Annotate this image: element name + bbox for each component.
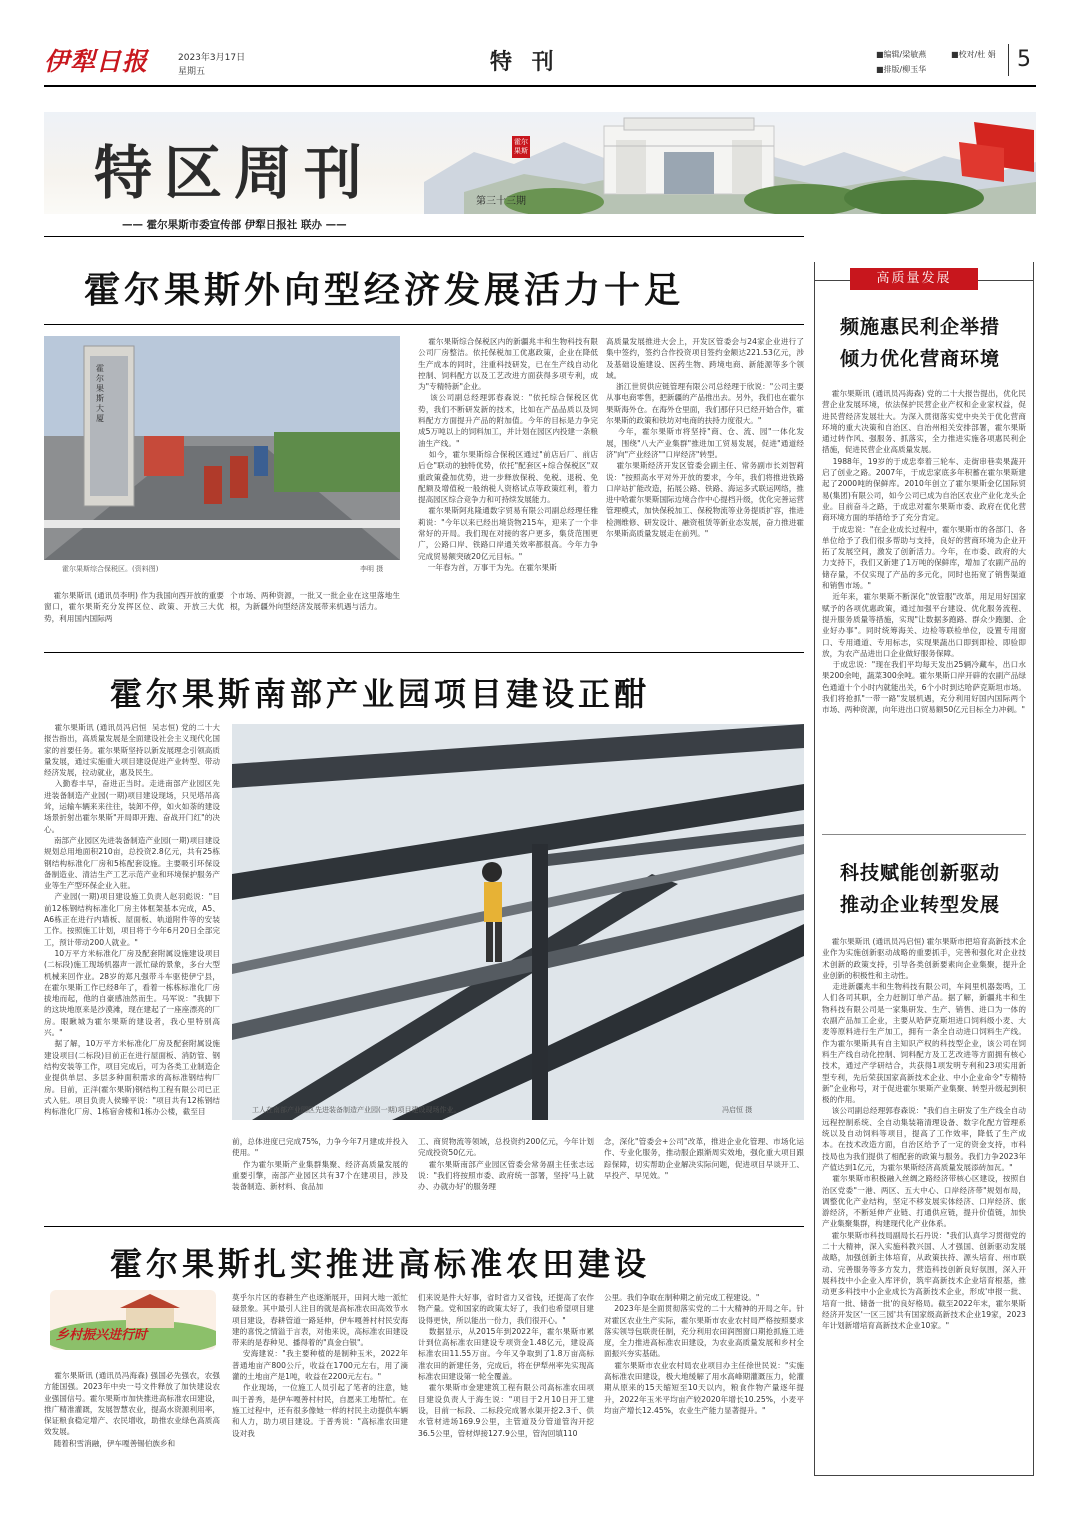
rural-revitalization-badge-text: 乡村振兴进行时 <box>56 1328 148 1343</box>
sidebar-headline1-line1: 频施惠民利企举措 <box>840 316 1001 338</box>
masthead <box>0 0 1080 95</box>
sidebar-divider <box>822 834 1026 835</box>
issue-weekday: 星期五 <box>178 67 206 77</box>
sidebar-headline2-line1: 科技赋能创新驱动 <box>840 862 1001 884</box>
section-title: 特 刊 <box>490 49 560 75</box>
issue-number: 第三十三期 <box>476 196 526 207</box>
article1-photo-credit: 李明 摄 <box>360 565 384 573</box>
article2-col2: 前，总体进度已完成75%，力争今年7月建成并投入使用。" 作为霍尔果斯产业集群集聚、经济高质量发展的重要引擎，南部产业园区共有37个在建项目，涉及装备制造、新材料、食品加 <box>232 1137 408 1192</box>
article1-photo <box>44 336 400 560</box>
article1-col3: 霍尔果斯综合保税区内的新疆兆丰和生物科技有限公司厂房整洁。依托保税加工优惠政策，企业在降低生产成本的同时，注重科技研发，已在生产线自动化控制、饲料配方以及工艺改进方面获得多项专利，成为"专精特新"企业。 该公司副总经理郭春森说："依托综合保税区优势，我们不断研发新的技术，比如在产品品质以及饲料配方方面提升产品的附加值。今年的目标是力争完成5万吨以上的饲料加工，并计划在园区内投建一条粮油生产线。" 如今，霍尔果斯综合保税区通过"前店后厂、前店后仓"联动的独特优势，依托"配套区+综合保税区"双重政策叠加优势，进一步释放保税、免税、退税、免配额及增值税一般纳税人资格试点等政策红利，着力提高园区综合竞争力和可持续发展能力。 霍尔果斯阿兆隆通数字贸易有限公司副总经理任雅莉说："今年以来已经出境货物215车，迎来了一个非常好的开局。我们现在对接的客户更多，集货范围更广，公路口岸、铁路口岸通关效率都很高。今年力争完成贸易额突破20亿元目标。" 一年春为首，万事干为先。在霍尔果斯 <box>418 337 598 572</box>
special-edition-banner <box>44 112 1036 214</box>
article3-col1: 霍尔果斯讯 (通讯员冯海森) 强国必先强农，农强方能国强。2023年中央一号文件释放了加快建设农业强国信号。霍尔果斯市加快推进高标准农田建设，推广精准灌溉，发展智慧农业，提高水资源利用率，保证粮食稳定增产、农民增收，助推农业绿色高质高效发展。 随着积雪消融，伊车嘎善锡伯族乡和 <box>44 1371 220 1448</box>
article2-photo-credit: 冯启恒 摄 <box>722 1106 753 1114</box>
article3-rule-top <box>44 1226 804 1227</box>
article2-photo <box>232 724 804 1120</box>
sidebar-headline2-line2: 推动企业转型发展 <box>840 894 1001 916</box>
photo-building-sign: 霍尔果斯大厦 <box>96 364 104 423</box>
masthead-rule <box>44 85 1036 87</box>
article2-col3: 工、商贸物流等领域，总投资约200亿元，今年计划完成投资50亿元。 霍尔果斯南部产业园区管委会常务副主任张志远说："我们将按照市委、政府统一部署，坚持'马上就办、办就办好'的服务理 <box>418 1137 594 1192</box>
article1-headline: 霍尔果斯外向型经济发展活力十足 <box>84 269 685 311</box>
article3-col3: 们来说是件大好事，省时省力又省钱，还提高了农作物产量。党和国家的政策太好了，我们也希望项目建设得更快，所以能出一份力，我们很开心。" 数据显示，从2015年到2022年，霍尔果斯市累计到位高标准农田建设专项资金1.48亿元，建设高标准农田11.55万亩。今年又争取到了1.8万亩高标准农田的新建任务，完成后，将在伊犁州率先实现高标准农田建设第一轮全覆盖。 霍尔果斯市金建建筑工程有限公司高标准农田项目建设负责人于海生说："项目于2月10日开工建设，目前一标段、二标段完成署水渠开挖2.3千、供水管材进场169.9公里，主管道及分管道管沟开挖36.5公里，管材焊接127.9公里，管沟回填110 <box>418 1293 594 1438</box>
seal-stamp: 霍尔果斯 <box>512 136 530 158</box>
article3-col4: 公里。我们争取在制种期之前完成工程建设。" 2023年是全面贯彻落实党的二十大精神的开局之年。针对霍区农业生产实际，霍尔果斯市农业农村局严格按照要求落实领导包联责任制，充分利用农田润图窗口期抢抓施工进度，全力推进高标准农田建设，为农业高质量发展和乡村全面振兴夯实基础。 霍尔果斯市农业农村局农业项目办主任徐世民说："实施高标准农田建设，极大地缓解了用水高峰期灌溉压力，轮灌期从原来的15天缩短至10天以内，粮食作物产量逐年提升，2022年玉米平均亩产较2020年增长10.25%，小麦平均亩产增长12.45%，农业生产能力显著提升。" <box>604 1293 804 1415</box>
article1-col4: 高质量发展推进大会上，开发区管委会与24家企业进行了集中签约，签约合作投资项目签约金额达221.53亿元，涉及基础设施建设、医药生物、跨境电商、新能源等多个领域。 浙江世贸供应链管理有限公司总经理于欣说："公司主要从事电商零售，把新疆的产品推出去。另外，我们也在霍尔果斯海外仓。在海外仓里面，我们那仔只已经开始合作，霍尔果斯的政策和铁坊对电商的扶持力度很大。" 今年，霍尔果斯市将坚持"商、仓、流、园"一体化发展，围绕"八大产业集群"推进加工贸易发展，促进"通道经济"向"产业经济""口岸经济"转型。 霍尔果斯经济开发区管委会副主任、常务副市长刘智莉说："按照高水平对外开放的要求，今年，我们将推进铁路口岸站扩能改造，拓展公路、铁路、海运多式联运网络，推进中哈霍尔果斯国际边境合作中心提档升级，优化完善运营管理模式，加快保税加工、保税物流等业务提质扩容，推进检测维修、研发设计、融资租赁等新业态发展，奋力推进霍尔果斯高质量发展走在前列。" <box>606 337 804 539</box>
article2-photo-caption: 工人在南部产业园区先进装备制造产业园(一期)项目建设现场作业。 <box>252 1106 461 1114</box>
article1-photo-caption: 霍尔果斯综合保税区。(资料图) <box>62 565 159 573</box>
sidebar-tag: 高质量发展 <box>850 268 978 290</box>
article1-rule <box>44 324 804 325</box>
article1-col1: 霍尔果斯讯 (通讯员李明) 作为我国向西开放的重要窗口，霍尔果斯充分发挥区位、政策、开放三大优势，利用国内国际两 <box>44 591 224 623</box>
banner-rule <box>44 236 804 237</box>
article2-headline: 霍尔果斯南部产业园项目建设正酣 <box>110 675 651 713</box>
special-edition-title: 特区周刊 <box>94 139 375 207</box>
page-number: 5 <box>1017 47 1031 72</box>
newspaper-logo: 伊犁日报 <box>44 47 149 76</box>
article2-rule-top <box>44 652 804 653</box>
editor-credit: ■编辑/梁敏燕 <box>876 50 927 59</box>
layout-credit: ■排版/柳玉华 <box>876 65 927 74</box>
article3-headline: 霍尔果斯扎实推进高标准农田建设 <box>110 1245 651 1283</box>
article2-col4: 念，深化"管委会+公司"改革，推进企业化管理、市场化运作、专业化服务，推动服企跟渐周实效地，强化重大项目跟踪保障，切实帮助企业解决实际问题，促进项目早谈开工、早投产、早见效。" <box>604 1137 804 1180</box>
proofreader-credit: ■校对/杜 娟 <box>951 50 996 59</box>
steel-structure-photo-illustration <box>232 724 804 1120</box>
issue-date: 2023年3月17日 <box>178 53 246 63</box>
page-no-divider <box>1008 44 1009 76</box>
sidebar-article2-body: 霍尔果斯讯 (通讯员冯启恒) 霍尔果斯市把培育高新技术企业作为实施创新驱动战略的重要抓手，完善和强化对企业技术创新的政策支持，引导各类创新要素向企业集聚，提升企业创新的积极性和主动性。 走进新疆兆丰和生物科技有限公司，车间里机器轰鸣，工人们各司其职，全力赶制订单产品。据了解，新疆兆丰和生物科技有限公司是一家集研发、生产、销售、进口为一体的农副产品加工企业，主要从哈萨克斯坦进口饲料级小麦、大麦等原料进行生产加工，拥有一条全自动进口饲料生产线。作为霍尔果斯具有自主知识产权的科技型企业，该公司在饲料生产线自动化控制、饲料配方及工艺改进等方面拥有核心技术，通过产学研结合，共获得1项发明专利和23项实用新型专利，先后荣获国家高新技术企业、中小企业命令"专精特新"企业称号，对于促进霍尔果斯产业集聚、转型升级起到积极的作用。 该公司副总经理郭春森说："我们自主研发了生产线全自动远程控制系统、全自动集装箱清理设备、数字化配方管理系统以及自动饲料等项目，提高了工作效率，降低了生产成本。在技术改造方面，自治区给予了一定的资金支持，市科技局也为我们提供了相配套的政策与服务。我们力争2023年产值达到1亿元，为霍尔果斯经济高质量发展添砖加瓦。" 霍尔果斯市积极融入丝绸之路经济带核心区建设，按照自治区党委"一港、两区、五大中心、口岸经济带"规划布局，调整优化产业结构，坚定不移发展实体经济、口岸经济、旅游经济，不断延伸产业链、打通供应链，提升价值链，加快产业集聚集群，构建现代化产业体系。 霍尔果斯市科技局副局长石丹说："我们认真学习贯彻党的二十大精神，深入实施科教兴国、人才强国、创新驱动发展战略，加强创新主体培育，从政策扶持、源头培育、州市联动、完善服务等多方发力，营造科技创新良好氛围，深入开展科技中小企业入库评价，筑牢高新技术企业培育根基，推动更多科技中小企业成长为高新技术企业，形成'申报一批、培育一批、储备一批'的良好格局。截至2022年末，霍尔果斯经济开发区'一区三园'共有国家级高新技术企业19家，2023年计划新增培育高新技术企业10家。" <box>822 937 1026 1331</box>
sidebar-headline1-line2: 倾力优化营商环境 <box>840 348 1001 370</box>
sidebar-article1-body: 霍尔果斯讯 (通讯员冯海森) 党的二十大报告提出，优化民营企业发展环境，依法保护民营企业产权和企业家权益，促进民营经济发展壮大。为深入贯彻落实党中央关于优化营商环境的重大决策和自治区、自治州相关安排部署，霍尔果斯通过转作风、强服务、抓落实，全力推进实施各项惠民利企措施，促进民营企业高质量发展。 1988年，19岁的于成忠奉着三轮车、走街串巷卖果蔬开启了创业之路。2007年，于成忠家底多年积蓄在霍尔果斯建起了2000吨的保鲜库。2010年创立了霍尔果斯金亿国际贸易(集团)有限公司，如今公司已成为自治区农业产业化龙头企业。目前奋斗之路，于成忠对霍尔果斯市委、政府在优化营商环境方面的举措给予了充分肯定。 于成忠说："在企业成长过程中，霍尔果斯市的各部门、各单位给予了我们很多帮助与支持，良好的营商环境为企业开拓了发展空间，激发了创新活力。今年，在市委、政府的大力支持下，我们又新建了1万吨的保鲜库，增加了农副产品的储存量，不仅实现了产品的多元化，同时也拓宽了销售渠道和销售市场。" 近年来，霍尔果斯不断深化"放管服"改革，用足用好国家赋予的各项优惠政策，通过加强平台建设、优化服务流程、提升服务质量等措施，实现"让数据多跑路、群众少跑腿、企业好办事"。同时统筹海关、边检等联检单位，设置专用窗口、专用通道、专用标志，实现果蔬出口即到即检、即验即放，为农产品进出口企业做好服务保障。 于成忠说："现在我们平均每天发出25辆冷藏车，出口水果200余吨，蔬菜300余吨。霍尔果斯口岸开辟的农副产品绿色通道十个小时内就能出关，6个小时到达哈萨克斯坦市场。我们将抢抓"一带一路"发展机遇，充分利用好国内国际两个市场、两种资源，向年进出口贸易额50亿元目标全力冲刺。" <box>822 389 1026 715</box>
article1-col2: 个市场、两种资源，一批又一批企业在这里落地生根，为新疆外向型经济发展带来机遇与活力。 <box>230 591 400 612</box>
article2-col1: 霍尔果斯讯 (通讯员冯启恒 吴志恒) 党的二十大报告指出，高质量发展是全面建设社会主义现代化国家的首要任务。霍尔果斯坚持以新发展理念引领高质量发展，通过实施重大项目建设促进产业转型、带动经济发展，拉动就业，惠及民生。 入勤春丰早，奋进正当时。走进南部产业园区先进装备制造产业园(一期)项目建设现场，只见塔吊高耸，运输车辆来来往往，装卸不停，如火如荼的建设场景折射出霍尔果斯"开局即开跑、奋战开门红"的决心。 南部产业园区先进装备制造产业园(一期)项目建设规划总用地面积210亩，总投资2.8亿元，共有25栋钢结构标准化厂房和5栋配套设施。主要吸引环保设备制造业、清洁生产工艺示范产业和环境保护服务产业等生产型环保企业入驻。 产业园(一期)项目建设施工负责人赵羽彪说："目前12栋钢结构标准化厂房主体框架基本完成，A5、A6栋正在进行内墙板、屋面板、轨道附件等的安装工作。按照施工计划，项目将于今年6月20日全部完工，预计带动200人就业。" 10万平方米标准化厂房及配套附属设施建设项目(二标段)施工现场机器声一派忙碌的景象，多台大型机械来回作业。28岁的郑凡强带斗车驱使伊宁县，在霍尔果斯工作已经8年了，看着一栋栋标准化厂房拔地而起，他的自豪感油然而生。马军说："我脚下的这块地原来是沙漠滩，现在建起了一座座漂亮的厂房。眼瞅城为霍尔果斯的建设者，我心里特别高兴。" 据了解，10万平方米标准化厂房及配套附属设施建设项目(二标段)目前正在进行屋面板、消防管、钢结构安装等工作，项目完成后，可为各类工业制造企业提供单层、多层多种面积需求的高标准钢结构厂房。目前，正洋(霍尔果斯)钢结构工程有限公司已正式入驻。项目负责人侯臻平说："项目共有12栋钢结构标准化厂房、1栋宿舍楼和1栋办公楼，截至目 <box>44 723 220 1117</box>
rural-revitalization-badge <box>50 1290 216 1350</box>
sponsor-line-visible: —— 霍尔果斯市委宣传部 伊犁日报社 联办 —— <box>122 219 347 231</box>
article3-col2: 莫乎尔片区的春耕生产也逐渐展开，田间大地一派忙碌景象。其中最引人注目的就是高标准农田高效节水项目建设，春耕管道一路延伸，伊车嘎善村村民安海建的喜悦之情溢于言表，对他来说，高标准农田建设带来的是春种见、播得着的"真金白银"。 安海建说："我主要种植的是制种玉米，2022年普通地亩产800公斤，收益在1700元左右，用了滴灌的土地亩产是1吨，收益在2200元左右。" 作业现场，一位施工人员引起了笔者的注意，她叫于普秀，是伊车嘎善村村民，自愿来工地帮忙。在施工过程中，还有很多像她一样的村民主动提供车辆和人力，助力项目建设。于普秀说："高标准农田建设对我 <box>232 1293 408 1438</box>
